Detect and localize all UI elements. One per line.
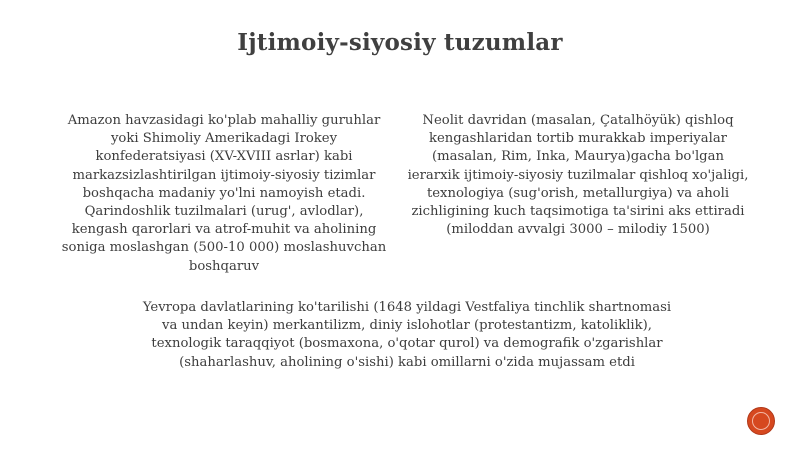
paragraph-decentralized-systems: Amazon havzasidagi ko'plab mahalliy guruhlar yoki Shimoliy Amerikadagi Irokey konfederatsiyasi (XV-XVIII asrlar) kabi markazsizlashtirilgan ijtimoiy-siyosiy tizimlar boshqacha madaniy yo'lni namoyish etadi. Qarindoshlik tuzilmalari (urug', avlodlar), kengash qarorlari va atrof-muhit va aholining soniga moslashgan (500-10 000) moslashuvchan boshqaruv <box>61 113 387 274</box>
paragraph-hierarchical-systems: Neolit davridan (masalan, Çatalhöyük) qishloq kengashlaridan tortib murakkab imperiyalar (masalan, Rim, Inka, Maurya)gacha bo'lgan ierarxik ijtimoiy-siyosiy tuzilmalar qishloq xo'jaligi, texnologiya (sug'orish, metallurgiya) va aholi zichligining kuch taqsimotiga ta'sirini aks ettiradi (miloddan avvalgi 3000 – milodiy 1500) <box>407 113 749 238</box>
slide-title: Ijtimoiy-siyosiy tuzumlar <box>237 29 563 56</box>
paragraph-european-states: Yevropa davlatlarining ko'tarilishi (1648 yildagi Vestfaliya tinchlik shartnomasi va undan keyin) merkantilizm, diniy islohotlar (protestantizm, katoliklik), texnologik taraqqiyot (bosmaxona, o'qotar qurol) va demografik o'zgarishlar (shaharlashuv, aholining o'sishi) kabi omillarni o'zida mujassam etdi <box>142 300 672 370</box>
circle-ring-icon <box>752 412 770 430</box>
slide-nav-button[interactable] <box>747 407 775 435</box>
